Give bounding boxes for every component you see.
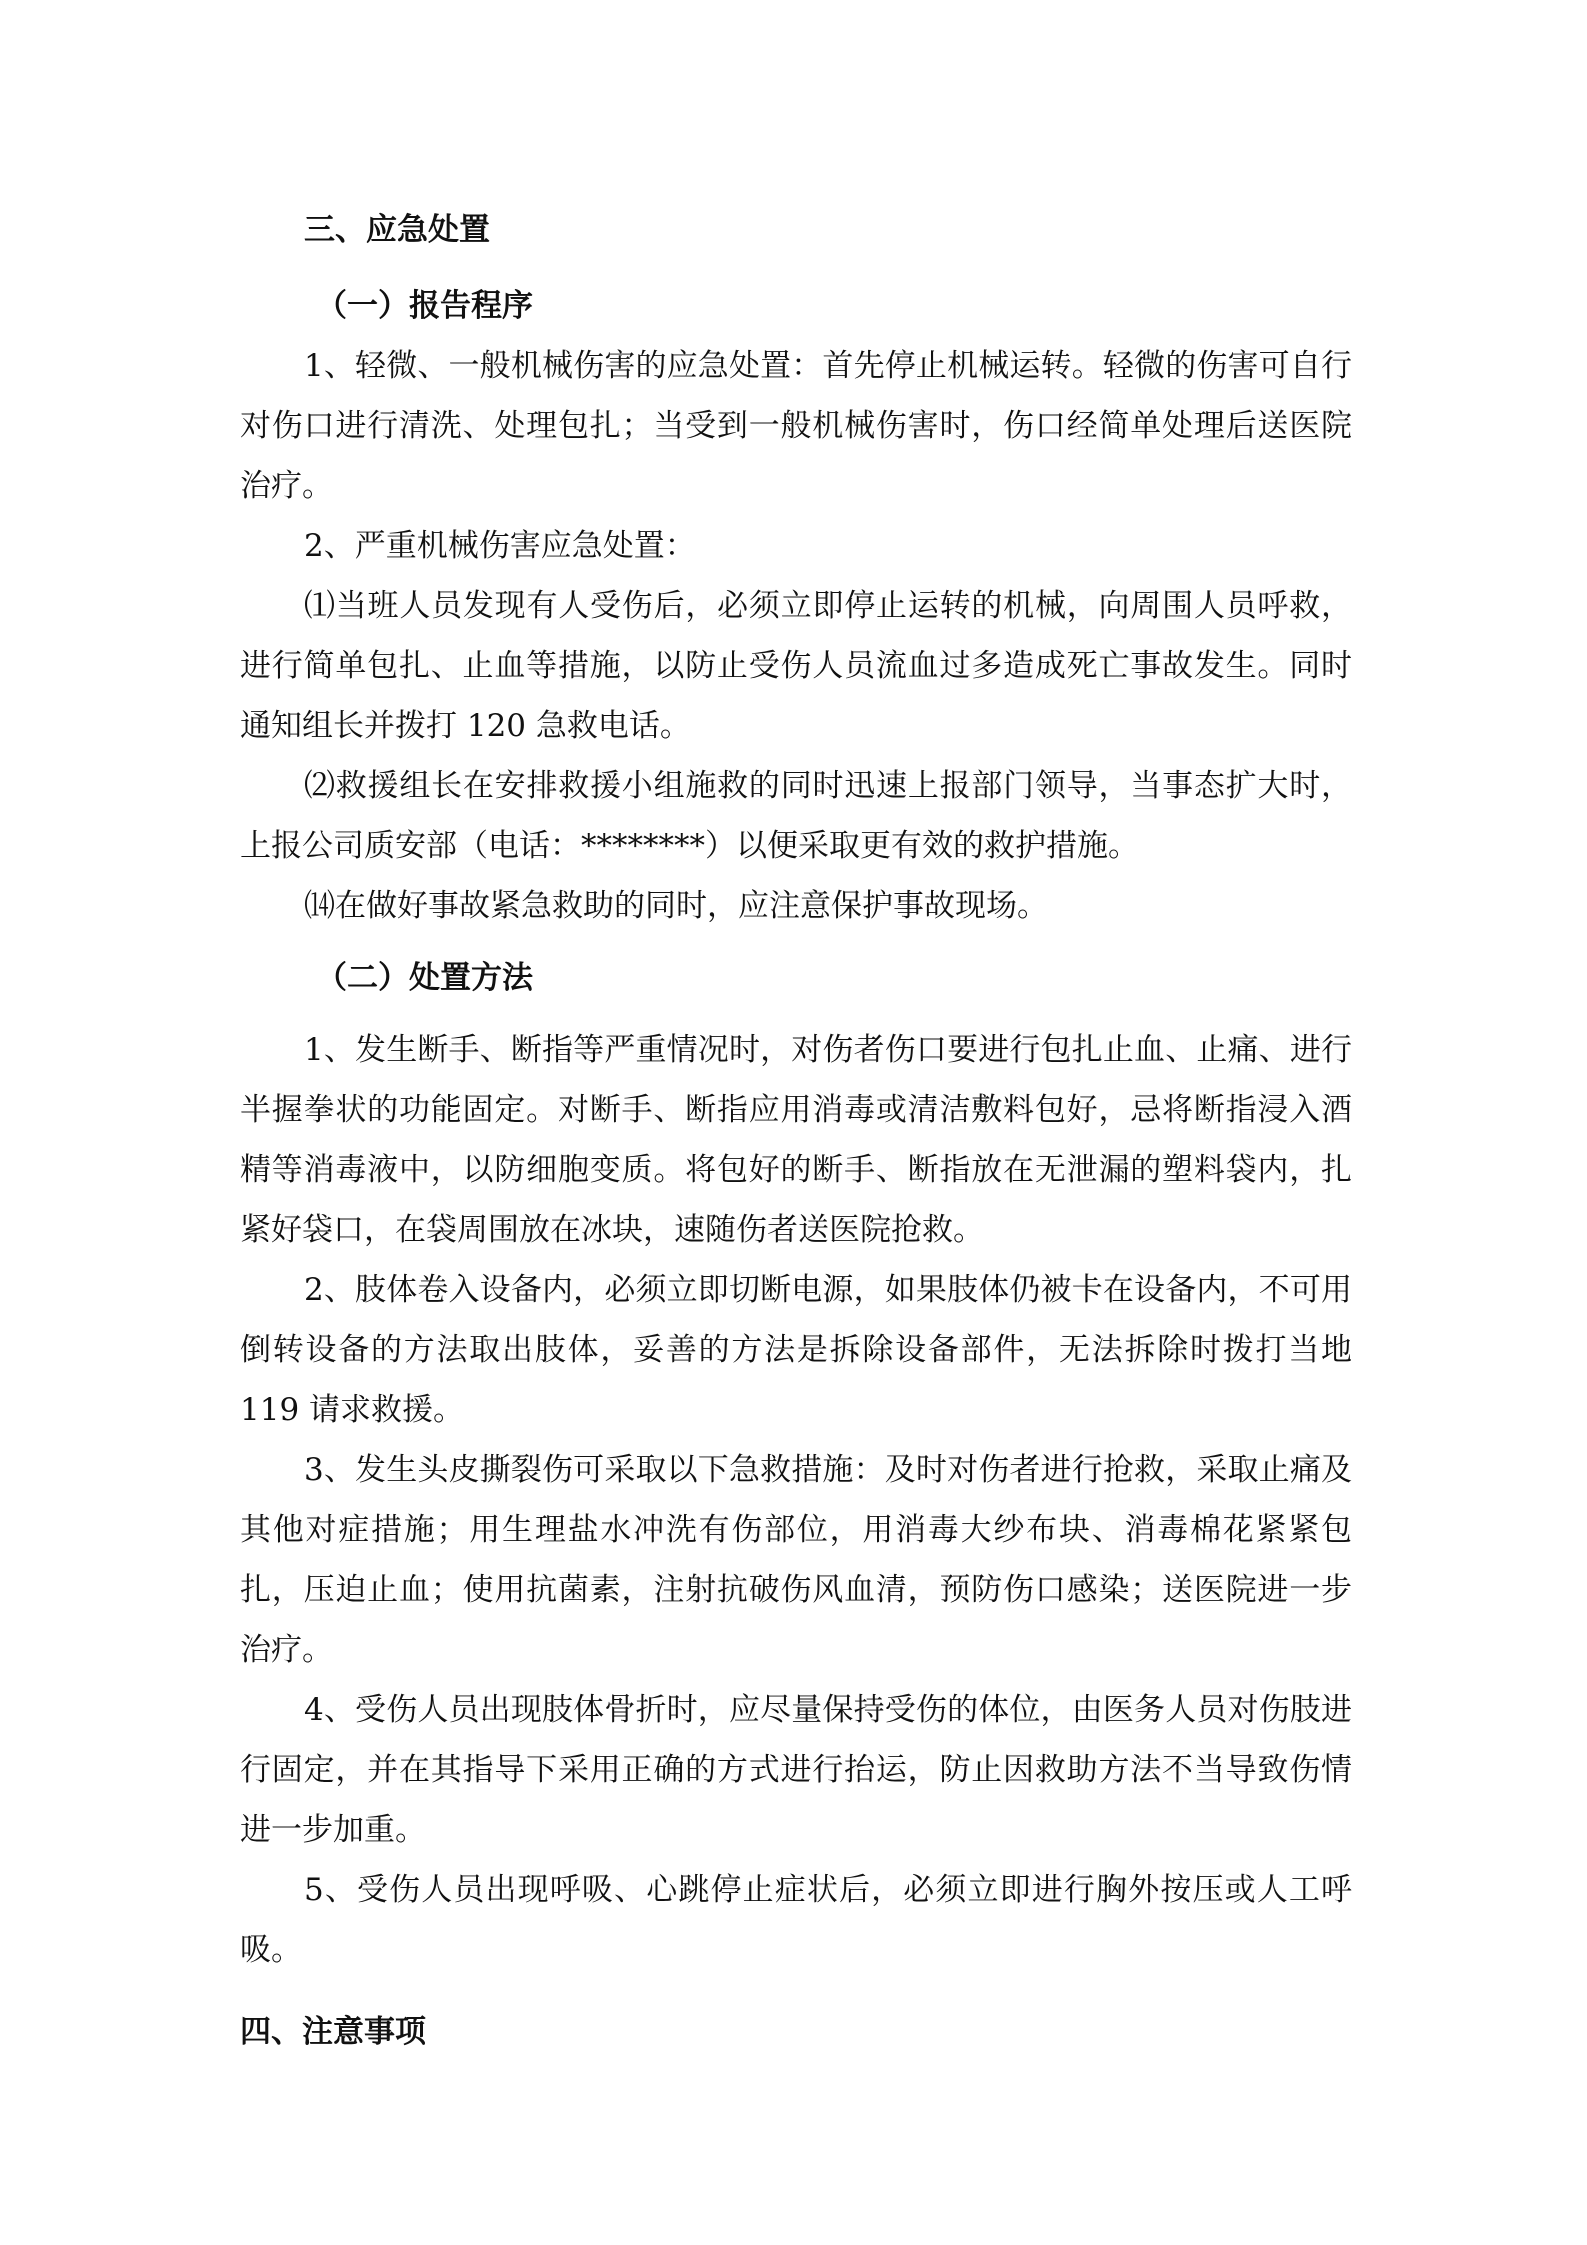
subsection-heading-handling-methods: （二）处置方法	[316, 960, 533, 996]
section-heading-precautions: 四、注意事项	[240, 2014, 426, 2050]
paragraph: 4、受伤人员出现肢体骨折时，应尽量保持受伤的体位，由医务人员对伤肢进行固定，并在其指导下采用正确的方式进行抬运，防止因救助方法不当导致伤情进一步加重。	[240, 1692, 1352, 1848]
document-body	[240, 200, 1352, 2062]
paragraph: ⑵救援组长在安排救援小组施救的同时迅速上报部门领导，当事态扩大时，上报公司质安部（电话：********）以便采取更有效的救护措施。	[240, 768, 1352, 864]
paragraph: 2、严重机械伤害应急处置：	[304, 528, 696, 564]
subsection-heading-reporting-procedure: （一）报告程序	[316, 288, 533, 324]
paragraph: 2、肢体卷入设备内，必须立即切断电源，如果肢体仍被卡在设备内，不可用倒转设备的方法取出肢体，妥善的方法是拆除设备部件，无法拆除时拨打当地 119 请求救援。	[240, 1272, 1352, 1428]
paragraph: ⑴当班人员发现有人受伤后，必须立即停止运转的机械，向周围人员呼救，进行简单包扎、止血等措施，以防止受伤人员流血过多造成死亡事故发生。同时通知组长并拨打 120 急救电话。	[240, 588, 1352, 744]
paragraph: 1、轻微、一般机械伤害的应急处置：首先停止机械运转。轻微的伤害可自行对伤口进行清洗、处理包扎；当受到一般机械伤害时，伤口经简单处理后送医院治疗。	[240, 348, 1352, 504]
section-heading-emergency-handling: 三、应急处置	[304, 212, 490, 248]
paragraph: ⒁在做好事故紧急救助的同时，应注意保护事故现场。	[304, 888, 1048, 924]
paragraph: 3、发生头皮撕裂伤可采取以下急救措施：及时对伤者进行抢救，采取止痛及其他对症措施；用生理盐水冲洗有伤部位，用消毒大纱布块、消毒棉花紧紧包扎，压迫止血；使用抗菌素，注射抗破伤风血清，预防伤口感染；送医院进一步治疗。	[240, 1452, 1352, 1668]
paragraph: 5、受伤人员出现呼吸、心跳停止症状后，必须立即进行胸外按压或人工呼吸。	[240, 1872, 1352, 1968]
paragraph: 1、发生断手、断指等严重情况时，对伤者伤口要进行包扎止血、止痛、进行半握拳状的功能固定。对断手、断指应用消毒或清洁敷料包好，忌将断指浸入酒精等消毒液中，以防细胞变质。将包好的断手、断指放在无泄漏的塑料袋内，扎紧好袋口，在袋周围放在冰块，速随伤者送医院抢救。	[240, 1032, 1352, 1248]
